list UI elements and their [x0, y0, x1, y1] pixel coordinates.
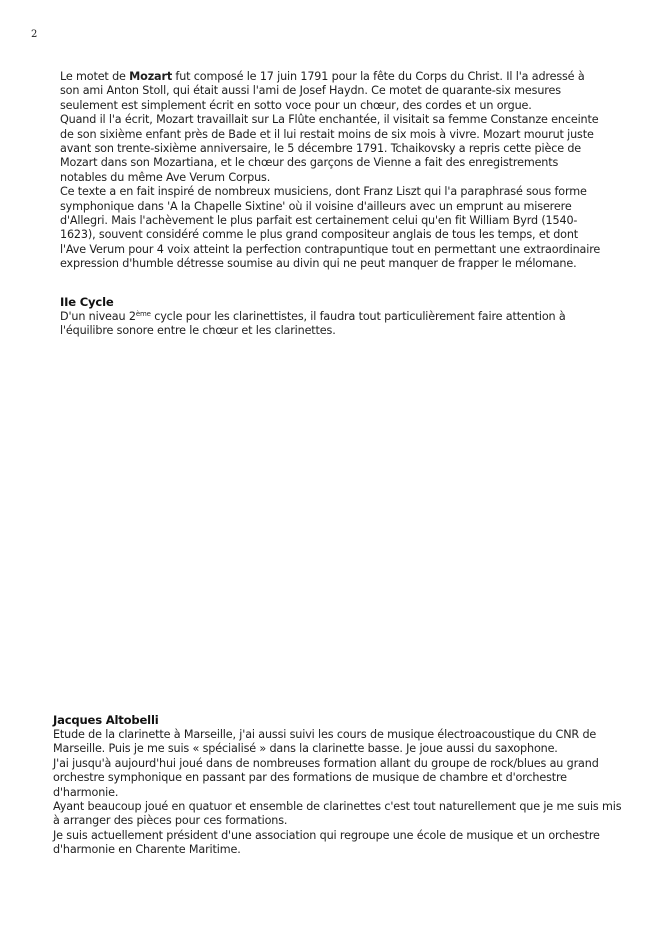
- bio-paragraph-2: J'ai jusqu'à aujourd'hui joué dans de nombreuses formation allant du groupe de rock/blues au grand orchestre symphonique en passant par des formations de musique de chambre et d'orchestre d'harmonie.: [53, 756, 599, 799]
- intro-paragraph-3: Ce texte a en fait inspiré de nombreux musiciens, dont Franz Liszt qui l'a paraphrasé sous forme symphonique dans 'A la Chapelle Sixtine' où il voisine d'ailleurs avec un emprunt au miserere d'Allegri. Mais l'achèvement le plus parfait est certainement celui qu'en fit William Byrd (1540-1623), souvent considéré comme le plus grand compositeur anglais de tous les temps, et dont l'Ave Verum pour 4 voix atteint la perfection contrapuntique tout en permettant une extraordinaire expression d'humble détresse soumise au divin qui ne peut manquer de frapper le mélomane.: [60, 185, 601, 271]
- intro-paragraph-2: Quand il l'a écrit, Mozart travaillait sur La Flûte enchantée, il visitait sa femme Constanze enceinte de son sixième enfant près de Bade et il lui restait moins de six mois à vivre. Mozart mourut juste avant son trente-sixième anniversaire, le 5 décembre 1791. Tchaikovsky a repris cette pièce de Mozart dans son Mozartiana, et le chœur des garçons de Vienne a fait des enregistrements notables du même Ave Verum Corpus.: [60, 113, 599, 184]
- intro-paragraph-1-start: Le motet de: [60, 70, 130, 83]
- bio-paragraph-1: Etude de la clarinette à Marseille, j'ai aussi suivi les cours de musique électroacoustique du CNR de Marseille. Puis je me suis « spécialisé » dans la clarinette basse. Je joue aussi du saxophone.: [53, 728, 597, 756]
- cycle-text-end: cycle pour les clarinettistes, il faudra tout particulièrement faire attention à l'équilibre sonore entre le chœur et les clarinettes.: [60, 310, 566, 338]
- composer-name: Mozart: [129, 70, 173, 83]
- intro-section: [60, 70, 605, 272]
- cycle-superscript: ème: [135, 310, 151, 318]
- cycle-text-start: D'un niveau 2: [60, 310, 136, 323]
- cycle-section: [60, 295, 605, 339]
- cycle-paragraph: [60, 310, 605, 339]
- bio-section: [53, 713, 623, 858]
- page-number: 2: [31, 29, 38, 40]
- intro-paragraph-1-end: fut composé le 17 juin 1791 pour la fête du Corps du Christ. Il l'a adressé à son ami Anton Stoll, qui était aussi l'ami de Josef Haydn. Ce motet de quarante-six mesures seulement est simplement écrit en sotto voce pour un chœur, des cordes et un orgue.: [60, 70, 585, 112]
- bio-heading: Jacques Altobelli: [53, 713, 159, 727]
- intro-paragraph-1: [60, 70, 605, 113]
- cycle-heading: IIe Cycle: [60, 295, 114, 309]
- bio-paragraph-4: Je suis actuellement président d'une association qui regroupe une école de musique et un orchestre d'harmonie en Charente Maritime.: [53, 828, 600, 857]
- bio-paragraph-3: Ayant beaucoup joué en quatuor et ensemble de clarinettes c'est tout naturellement que je me suis mis à arranger des pièces pour ces formations.: [53, 800, 622, 828]
